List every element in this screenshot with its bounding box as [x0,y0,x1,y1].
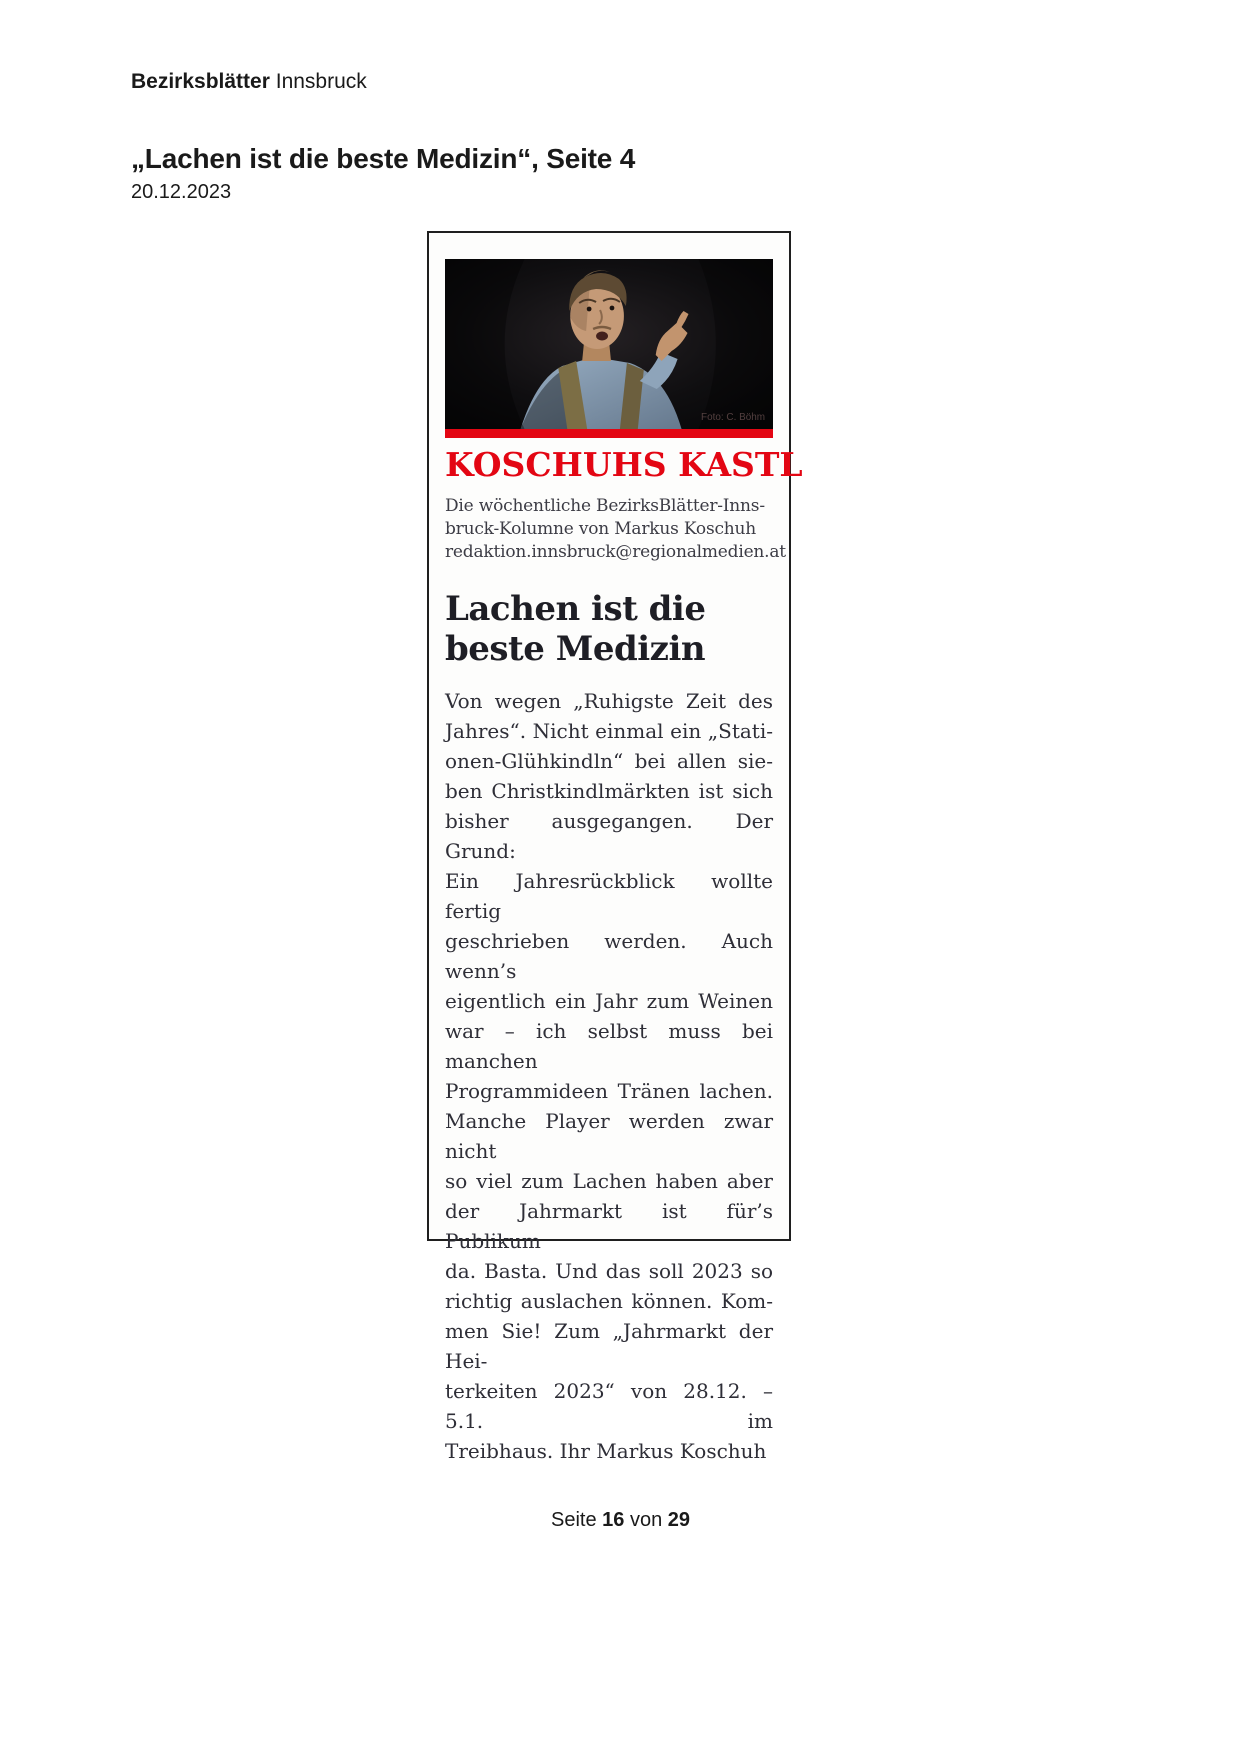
body-line: Manche Player werden zwar nicht [445,1109,773,1163]
source-header [131,70,367,94]
headline-line: Lachen ist die [445,589,706,629]
footer-prefix: Seite [550,1509,597,1531]
body-line: Jahres“. Nicht einmal ein „Stati- [445,719,773,743]
article-date: 20.12.2023 [131,181,232,203]
column-email: redaktion.innsbruck@regionalmedien.at [445,542,786,562]
body-line: geschrieben werden. Auch wenn’s [445,929,773,983]
source-brand: Bezirksblätter [131,70,270,93]
description-line: Die wöchentliche BezirksBlätter-Inns- [445,496,765,516]
photo-credit: Foto: C. Böhm [701,411,766,424]
body-line: terkeiten 2023“ von 28.12. – 5.1. im [445,1379,773,1433]
body-line: so viel zum Lachen haben aber [445,1169,773,1193]
body-line: Programmideen Tränen lachen. [445,1079,773,1103]
body-line: eigentlich ein Jahr zum Weinen [445,989,773,1013]
footer-total-pages: 29 [667,1509,691,1531]
body-line: bisher ausgegangen. Der Grund: [445,809,773,863]
photo-eye-left [587,307,592,312]
newspaper-clipping [427,231,803,1463]
body-line: onen-Glühkindln“ bei allen sie- [445,749,773,773]
body-line: war – ich selbst muss bei manchen [445,1019,773,1073]
column-body [445,686,773,1466]
column-description [445,495,786,564]
photo-eye-right [610,306,615,311]
column-kicker: KOSCHUHS KASTL [445,445,803,484]
body-line: Treibhaus. Ihr Markus Koschuh [445,1439,767,1463]
article-title: „Lachen ist die beste Medizin“, Seite 4 [131,143,636,174]
source-region: Innsbruck [275,70,367,93]
body-line: ben Christkindlmärkten ist sich [445,779,773,803]
footer-current-page: 16 [602,1509,625,1531]
footer-separator: von [629,1509,663,1531]
description-line: bruck-Kolumne von Markus Koschuh [445,519,757,539]
headline-line: beste Medizin [445,629,706,669]
body-line: men Sie! Zum „Jahrmarkt der Hei- [445,1319,773,1373]
body-line: der Jahrmarkt ist für’s Publikum [445,1199,773,1253]
body-line: da. Basta. Und das soll 2023 so [445,1259,773,1283]
photo-mouth [596,332,608,341]
body-line: richtig auslachen können. Kom- [445,1289,773,1313]
column-photo-frame [445,259,773,438]
photo-red-bar [445,429,773,438]
column-photo [445,259,773,429]
body-line: Ein Jahresrückblick wollte fertig [445,869,773,923]
column-headline [445,589,773,669]
body-line: Von wegen „Ruhigste Zeit des [445,689,773,713]
page-footer [0,1508,1241,1532]
